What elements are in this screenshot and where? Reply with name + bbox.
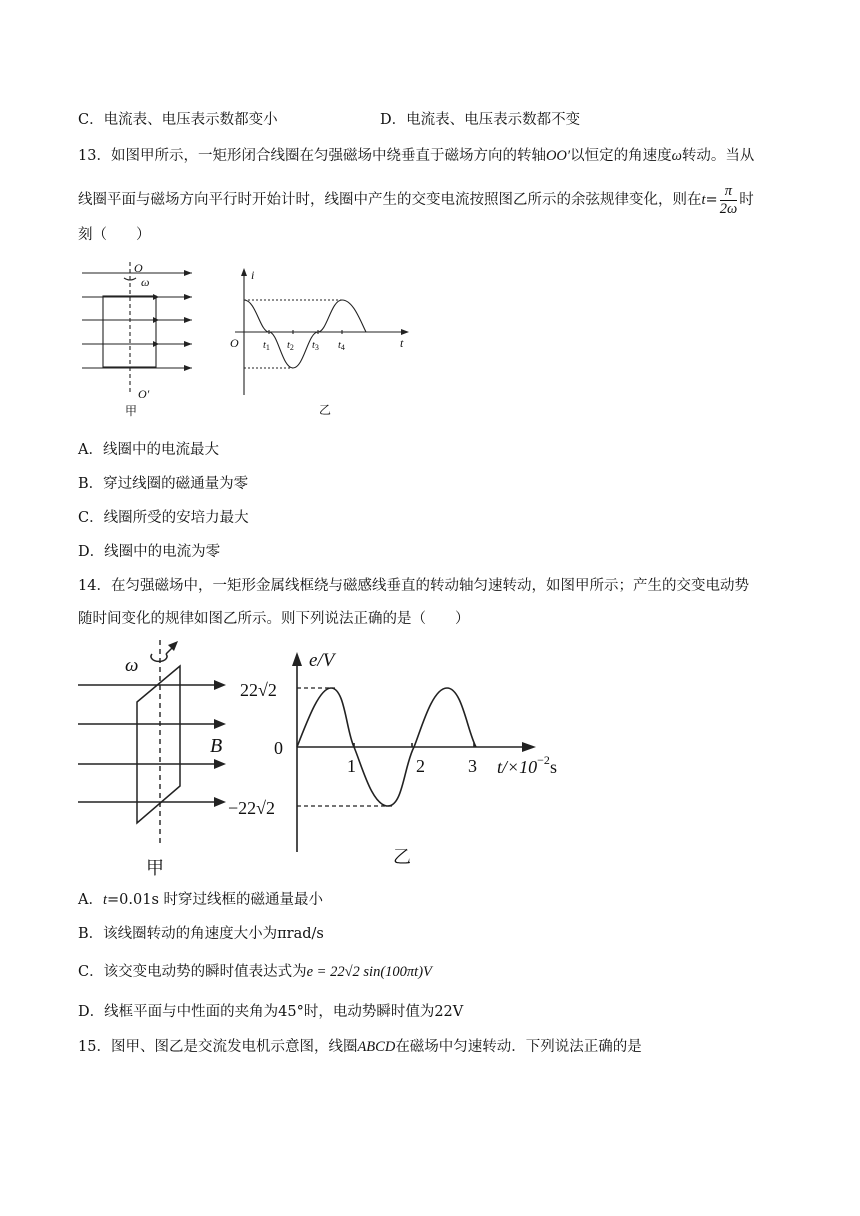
q15-coil-label: ABCD: [357, 1039, 396, 1055]
q14-option-b: B．该线圈转动的角速度大小为πrad/s: [78, 926, 324, 942]
q15-stem-b: 在磁场中匀速转动．下列说法正确的是: [395, 1039, 642, 1055]
q13-frac-num: π: [720, 183, 738, 201]
q13b-tick-t1: t1: [263, 340, 270, 352]
q12-option-d: D．电流表、电压表示数都不变: [380, 112, 581, 128]
q13-option-d: D．线圈中的电流为零: [78, 544, 221, 560]
q13-stem-text-b: 以恒定的角速度: [570, 148, 672, 164]
q14b-tick-1: 1: [347, 756, 356, 776]
q14b-caption: 乙: [393, 847, 411, 868]
q13-option-c: C．线圈所受的安培力最大: [78, 510, 249, 526]
q13b-ylabel: i: [251, 268, 255, 282]
q13b-tick-t4: t4: [338, 340, 345, 352]
q14b-ylabel: e/V: [309, 650, 335, 671]
q14-option-a-prefix: A．: [78, 892, 103, 908]
q13b-xlabel: t: [400, 336, 404, 350]
q14b-xlabel: $t/\times 10^{-2}s$: [497, 753, 557, 777]
q13-t: t: [701, 192, 706, 208]
q13a-axis-top: O: [134, 261, 143, 275]
q14-option-a: [78, 890, 323, 910]
q14b-peak-neg: −22√2: [228, 798, 276, 818]
q13-option-b: B．穿过线圈的磁通量为零: [78, 476, 249, 492]
q15-stem-a: 15．图甲、图乙是交流发电机示意图，线圈: [78, 1039, 358, 1055]
q14b-tick-3: 3: [468, 756, 477, 776]
q14-stem-line2: 随时间变化的规律如图乙所示。则下列说法正确的是（ ）: [78, 611, 470, 627]
q13b-origin: O: [230, 336, 239, 350]
q13-stem-text-c: 转动。当从: [681, 148, 755, 164]
q13a-axis-bottom: O′: [138, 387, 150, 401]
q14-option-a-rest: =0.01s 时穿过线框的磁通量最小: [107, 892, 323, 908]
q14b-peak-pos: 22√2: [240, 680, 277, 700]
q14-option-c-text: C．该交变电动势的瞬时值表达式为: [78, 964, 307, 980]
q13-frac-den: 2ω: [719, 200, 738, 217]
q13-stem-text-a: 13．如图甲所示，一矩形闭合线圈在匀强磁场中绕垂直于磁场方向的转轴: [78, 148, 546, 164]
q13-eq: =: [705, 192, 718, 208]
q14-option-c: [78, 962, 432, 982]
q14-option-d: D．线框平面与中性面的夹角为45°时，电动势瞬时值为22V: [78, 1004, 464, 1020]
q13-axis-label: OO′: [545, 148, 571, 164]
q14a-omega: ω: [125, 655, 139, 676]
q13b-tick-t3: t3: [312, 340, 319, 352]
q14-option-c-formula: e = 22√2 sin(100πt)V: [306, 964, 432, 980]
q14a-field-b: B: [210, 735, 223, 757]
q14b-tick-2: 2: [416, 756, 425, 776]
q13b-caption: 乙: [319, 403, 332, 417]
q13-stem-line3: 刻（ ）: [78, 227, 151, 243]
q14a-caption: 甲: [146, 858, 164, 879]
q13-stem-text-d: 线圈平面与磁场方向平行时开始计时，线圈中产生的交变电流按照图乙所示的余弦规律变化，则在: [78, 192, 702, 208]
q14b-origin: 0: [274, 738, 283, 758]
q14-stem-line1: 14．在匀强磁场中，一矩形金属线框绕与磁感线垂直的转动轴匀速转动，如图甲所示；产生的交变电动势: [78, 578, 749, 594]
q12-option-c: C．电流表、电压表示数都变小: [78, 112, 278, 128]
q13b-tick-t2: t2: [287, 340, 294, 352]
q13-stem-text-e: 时: [739, 192, 754, 208]
q13a-caption: 甲: [125, 404, 138, 418]
q13-omega: ω: [671, 148, 682, 164]
q13-option-a: A．线圈中的电流最大: [78, 442, 219, 458]
q15-stem: [78, 1037, 642, 1057]
q13a-omega: ω: [141, 275, 150, 289]
q14-option-a-t: t: [102, 892, 108, 908]
